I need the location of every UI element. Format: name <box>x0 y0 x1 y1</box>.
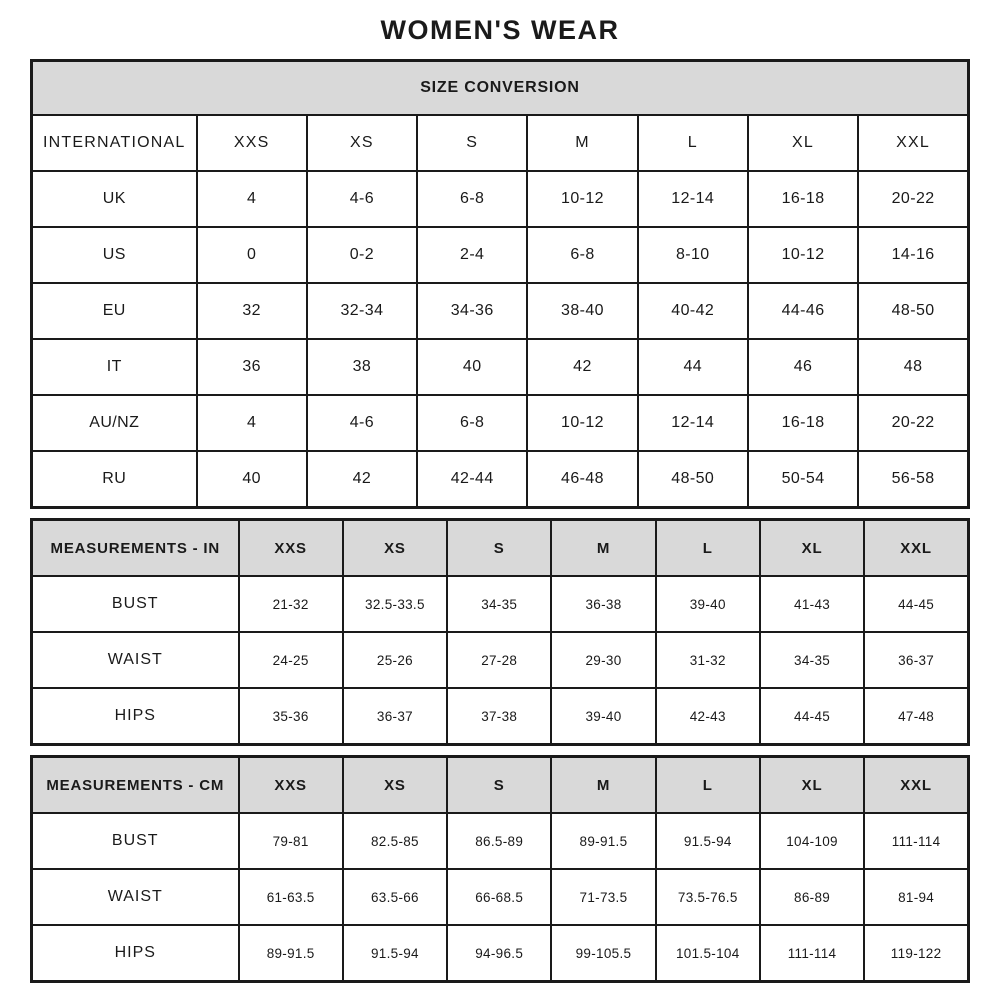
value-cell: 46-48 <box>527 451 637 508</box>
header-size-cell: XXS <box>239 520 343 577</box>
value-cell: 42 <box>527 339 637 395</box>
value-cell: 34-35 <box>447 576 551 632</box>
header-size-cell: L <box>656 520 760 577</box>
header-size-cell: XS <box>343 757 447 814</box>
measurements-cm-section <box>30 755 970 983</box>
value-cell: 111-114 <box>864 813 968 869</box>
value-cell: 89-91.5 <box>551 813 655 869</box>
value-cell: 50-54 <box>748 451 858 508</box>
value-cell: 40 <box>197 451 307 508</box>
header-size-cell: XXS <box>239 757 343 814</box>
header-size-cell: XL <box>760 757 864 814</box>
header-size-cell: S <box>417 115 527 171</box>
header-size-cell: L <box>656 757 760 814</box>
value-cell: 81-94 <box>864 869 968 925</box>
value-cell: 44-45 <box>864 576 968 632</box>
value-cell: 56-58 <box>858 451 968 508</box>
value-cell: 36-37 <box>864 632 968 688</box>
value-cell: 12-14 <box>638 395 748 451</box>
value-cell: 4 <box>197 171 307 227</box>
value-cell: 36-38 <box>551 576 655 632</box>
value-cell: 6-8 <box>527 227 637 283</box>
value-cell: 38-40 <box>527 283 637 339</box>
value-cell: 42-43 <box>656 688 760 745</box>
value-cell: 2-4 <box>417 227 527 283</box>
value-cell: 4-6 <box>307 171 417 227</box>
row-label-cell: WAIST <box>32 869 239 925</box>
row-label-cell: US <box>32 227 197 283</box>
value-cell: 111-114 <box>760 925 864 982</box>
value-cell: 20-22 <box>858 395 968 451</box>
value-cell: 25-26 <box>343 632 447 688</box>
header-size-cell: XL <box>748 115 858 171</box>
header-size-cell: M <box>551 757 655 814</box>
header-size-cell: XXL <box>864 520 968 577</box>
measurements-cm-table <box>30 755 970 983</box>
header-size-cell: XS <box>307 115 417 171</box>
row-label-cell: UK <box>32 171 197 227</box>
value-cell: 34-35 <box>760 632 864 688</box>
value-cell: 91.5-94 <box>656 813 760 869</box>
header-size-cell: S <box>447 520 551 577</box>
header-size-cell: XL <box>760 520 864 577</box>
value-cell: 71-73.5 <box>551 869 655 925</box>
value-cell: 39-40 <box>656 576 760 632</box>
value-cell: 36 <box>197 339 307 395</box>
value-cell: 35-36 <box>239 688 343 745</box>
header-label-cell: INTERNATIONAL <box>32 115 197 171</box>
value-cell: 48 <box>858 339 968 395</box>
value-cell: 47-48 <box>864 688 968 745</box>
value-cell: 42-44 <box>417 451 527 508</box>
value-cell: 86.5-89 <box>447 813 551 869</box>
value-cell: 4-6 <box>307 395 417 451</box>
value-cell: 8-10 <box>638 227 748 283</box>
value-cell: 32 <box>197 283 307 339</box>
value-cell: 14-16 <box>858 227 968 283</box>
value-cell: 101.5-104 <box>656 925 760 982</box>
value-cell: 48-50 <box>638 451 748 508</box>
value-cell: 21-32 <box>239 576 343 632</box>
row-label-cell: HIPS <box>32 925 239 982</box>
value-cell: 82.5-85 <box>343 813 447 869</box>
value-cell: 39-40 <box>551 688 655 745</box>
page-title: WOMEN'S WEAR <box>380 15 620 45</box>
value-cell: 16-18 <box>748 395 858 451</box>
value-cell: 40-42 <box>638 283 748 339</box>
size-conversion-section <box>30 59 970 509</box>
header-size-cell: XXL <box>858 115 968 171</box>
header-size-cell: XXS <box>197 115 307 171</box>
measurements-in-section <box>30 518 970 746</box>
header-label-cell: MEASUREMENTS - CM <box>32 757 239 814</box>
value-cell: 10-12 <box>527 171 637 227</box>
row-label-cell: BUST <box>32 813 239 869</box>
value-cell: 27-28 <box>447 632 551 688</box>
value-cell: 91.5-94 <box>343 925 447 982</box>
value-cell: 36-37 <box>343 688 447 745</box>
value-cell: 66-68.5 <box>447 869 551 925</box>
value-cell: 104-109 <box>760 813 864 869</box>
value-cell: 61-63.5 <box>239 869 343 925</box>
value-cell: 0-2 <box>307 227 417 283</box>
value-cell: 10-12 <box>748 227 858 283</box>
value-cell: 42 <box>307 451 417 508</box>
value-cell: 32.5-33.5 <box>343 576 447 632</box>
value-cell: 0 <box>197 227 307 283</box>
value-cell: 32-34 <box>307 283 417 339</box>
value-cell: 44-46 <box>748 283 858 339</box>
row-label-cell: HIPS <box>32 688 239 745</box>
measurements-in-table <box>30 518 970 746</box>
value-cell: 29-30 <box>551 632 655 688</box>
value-cell: 44-45 <box>760 688 864 745</box>
value-cell: 73.5-76.5 <box>656 869 760 925</box>
row-label-cell: IT <box>32 339 197 395</box>
row-label-cell: RU <box>32 451 197 508</box>
value-cell: 86-89 <box>760 869 864 925</box>
header-size-cell: S <box>447 757 551 814</box>
value-cell: 6-8 <box>417 171 527 227</box>
row-label-cell: AU/NZ <box>32 395 197 451</box>
header-size-cell: L <box>638 115 748 171</box>
value-cell: 89-91.5 <box>239 925 343 982</box>
header-size-cell: XXL <box>864 757 968 814</box>
value-cell: 119-122 <box>864 925 968 982</box>
value-cell: 16-18 <box>748 171 858 227</box>
value-cell: 94-96.5 <box>447 925 551 982</box>
table-banner: SIZE CONVERSION <box>32 61 969 116</box>
row-label-cell: WAIST <box>32 632 239 688</box>
value-cell: 48-50 <box>858 283 968 339</box>
value-cell: 4 <box>197 395 307 451</box>
value-cell: 41-43 <box>760 576 864 632</box>
value-cell: 31-32 <box>656 632 760 688</box>
value-cell: 37-38 <box>447 688 551 745</box>
header-label-cell: MEASUREMENTS - IN <box>32 520 239 577</box>
value-cell: 24-25 <box>239 632 343 688</box>
row-label-cell: BUST <box>32 576 239 632</box>
value-cell: 44 <box>638 339 748 395</box>
value-cell: 99-105.5 <box>551 925 655 982</box>
value-cell: 46 <box>748 339 858 395</box>
header-size-cell: M <box>527 115 637 171</box>
value-cell: 63.5-66 <box>343 869 447 925</box>
header-size-cell: M <box>551 520 655 577</box>
row-label-cell: EU <box>32 283 197 339</box>
header-size-cell: XS <box>343 520 447 577</box>
value-cell: 12-14 <box>638 171 748 227</box>
value-cell: 79-81 <box>239 813 343 869</box>
value-cell: 6-8 <box>417 395 527 451</box>
value-cell: 40 <box>417 339 527 395</box>
value-cell: 10-12 <box>527 395 637 451</box>
size-conversion-table <box>30 59 970 509</box>
value-cell: 20-22 <box>858 171 968 227</box>
value-cell: 34-36 <box>417 283 527 339</box>
value-cell: 38 <box>307 339 417 395</box>
